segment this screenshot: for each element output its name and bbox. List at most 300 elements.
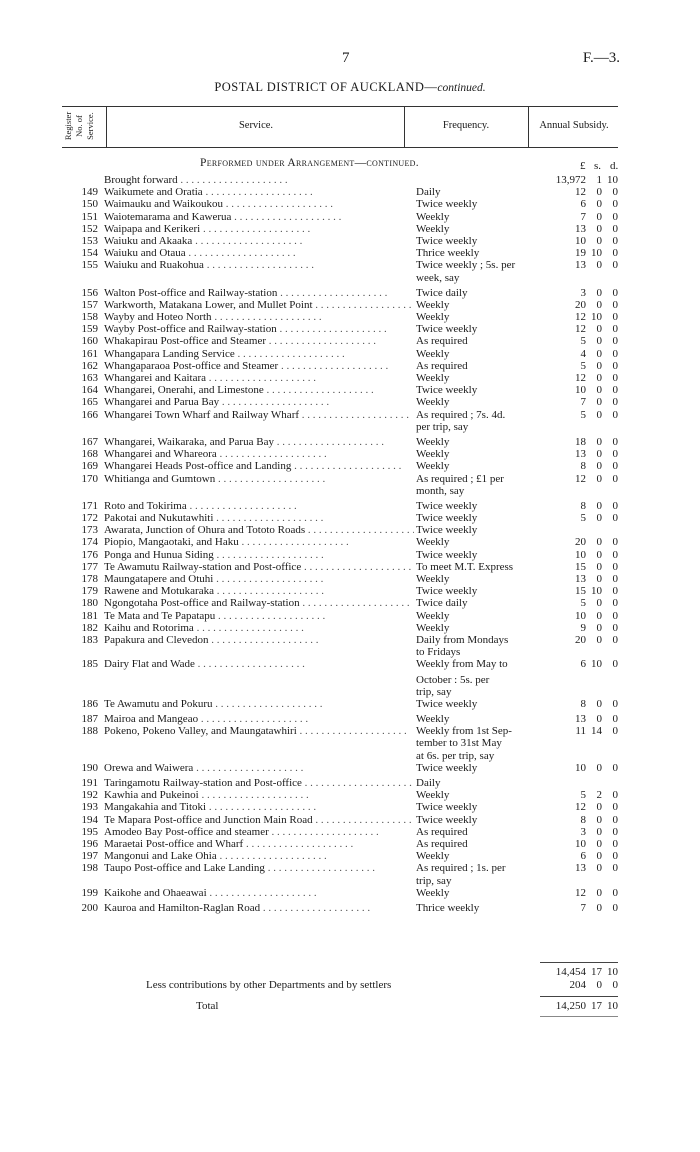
- table-row: [0, 485, 700, 497]
- service-number: 187: [81, 713, 98, 726]
- service-name: Waipapa and Kerikeri . .: [104, 223, 414, 235]
- service-number: 172: [81, 512, 98, 525]
- subsidy-shillings: 0: [596, 298, 602, 311]
- subsidy-shillings: 0: [596, 222, 602, 235]
- subsidy-pence: 0: [612, 789, 618, 802]
- table-row: [0, 549, 700, 561]
- subsidy-pence: 0: [612, 633, 618, 646]
- table-row: [0, 235, 700, 247]
- table-row: [0, 610, 700, 622]
- subsidy-pounds: 6: [580, 850, 586, 863]
- subsidy-pounds: 12: [575, 472, 586, 485]
- service-name: Whangarei, Onerahi, and Limestone . .: [104, 384, 414, 396]
- subsidy-shillings: 0: [596, 850, 602, 863]
- subsidy-shillings: 1: [596, 174, 602, 186]
- service-frequency: As required: [416, 825, 468, 838]
- service-name: Walton Post-office and Railway-station . .: [104, 287, 414, 299]
- subsidy-pence: 0: [612, 311, 618, 324]
- subsidy-pence: 0: [612, 323, 618, 336]
- table-row: [0, 902, 700, 914]
- service-number: 170: [81, 472, 98, 485]
- subsidy-pence: 0: [612, 886, 618, 899]
- register-label: Service.: [85, 112, 95, 140]
- service-frequency: trip, say: [416, 685, 452, 698]
- service-frequency: Twice weekly ; 5s. per: [416, 259, 516, 272]
- table-row: [0, 223, 700, 235]
- service-frequency: Twice daily: [416, 286, 468, 299]
- service-number: 174: [81, 536, 98, 549]
- service-frequency: Twice weekly: [416, 761, 478, 774]
- subsidy-shillings: 0: [596, 186, 602, 199]
- service-number: 199: [81, 886, 98, 899]
- subsidy-shillings: 0: [596, 597, 602, 610]
- service-name: Waiuku and Otaua . .: [104, 247, 414, 259]
- service-number: 154: [81, 247, 98, 260]
- table-row: [0, 323, 700, 335]
- table-row: [0, 573, 700, 585]
- table-row: [0, 421, 700, 433]
- subsidy-pounds: 13: [575, 862, 586, 875]
- subsidy-shillings: 10: [591, 311, 602, 324]
- subsidy-pounds: 10: [575, 761, 586, 774]
- service-number: 180: [81, 597, 98, 610]
- subsidy-pence: 10: [607, 174, 618, 186]
- subsidy-shillings: 0: [596, 536, 602, 549]
- service-name: Amodeo Bay Post-office and steamer . .: [104, 826, 414, 838]
- subsidy-pence: 0: [612, 725, 618, 738]
- table-row: [0, 634, 700, 646]
- subsidy-pounds: 11: [575, 725, 586, 738]
- service-number: 166: [81, 408, 98, 421]
- service-name: Whangarei and Kaitara . .: [104, 372, 414, 384]
- service-name: Whakapirau Post-office and Steamer . .: [104, 335, 414, 347]
- service-name: Ngongotaha Post-office and Railway-station . .: [104, 597, 414, 609]
- subsidy-shillings: 0: [596, 548, 602, 561]
- subsidy-shillings: 0: [596, 460, 602, 473]
- service-number: 165: [81, 396, 98, 409]
- subsidy-pence: 0: [612, 713, 618, 726]
- subsidy-shillings: 10: [591, 585, 602, 598]
- subsidy-pence: 0: [612, 621, 618, 634]
- service-frequency: Twice weekly: [416, 384, 478, 397]
- service-number: 157: [81, 298, 98, 311]
- service-number: 188: [81, 725, 98, 738]
- subsidy-pence: 0: [612, 512, 618, 525]
- table-row: [0, 436, 700, 448]
- table-row: [0, 850, 700, 862]
- subsidy-pence: 0: [612, 536, 618, 549]
- subsidy-shillings: 0: [596, 259, 602, 272]
- table-row: [0, 174, 700, 186]
- subsidy-pounds: 12: [575, 311, 586, 324]
- table-row: [0, 750, 700, 762]
- table-row: [0, 448, 700, 460]
- subsidy-pence: 0: [612, 186, 618, 199]
- subsidy-shillings: 0: [596, 801, 602, 814]
- service-frequency: Twice daily: [416, 597, 468, 610]
- service-frequency: October : 5s. per: [416, 673, 490, 686]
- subsidy-shillings: 0: [596, 862, 602, 875]
- register-label: No. of: [74, 115, 84, 137]
- service-number: 185: [81, 658, 98, 671]
- service-number: 149: [81, 186, 98, 199]
- pence-unit: d.: [610, 160, 619, 172]
- table-row: [0, 384, 700, 396]
- service-number: 194: [81, 813, 98, 826]
- service-number: 196: [81, 837, 98, 850]
- page-number: 7: [342, 50, 350, 66]
- service-name: Kaihu and Rotorima . .: [104, 622, 414, 634]
- subsidy-pounds: 13: [575, 448, 586, 461]
- subsidy-pence: 0: [612, 259, 618, 272]
- subsidy-pence: 0: [612, 359, 618, 372]
- subsidy-pence: 0: [612, 850, 618, 863]
- subsidy-pence: 0: [612, 298, 618, 311]
- header-divider: [404, 107, 405, 147]
- subsidy-pence: 0: [612, 448, 618, 461]
- subsidy-pence: 0: [612, 837, 618, 850]
- header-divider: [528, 107, 529, 147]
- less-pounds: 204: [569, 979, 586, 991]
- service-number: 183: [81, 633, 98, 646]
- subsidy-shillings: 0: [596, 234, 602, 247]
- service-number: 171: [81, 499, 98, 512]
- service-number: 197: [81, 850, 98, 863]
- service-name: Waimauku and Waikoukou . .: [104, 198, 414, 210]
- service-name: Ponga and Hunua Siding . .: [104, 549, 414, 561]
- service-frequency: Weekly: [416, 448, 450, 461]
- subsidy-pence: 0: [612, 384, 618, 397]
- table-row: [0, 372, 700, 384]
- service-name: Waiuku and Ruakohua . .: [104, 259, 414, 271]
- subsidy-pence: 0: [612, 335, 618, 348]
- subsidy-pence: 0: [612, 198, 618, 211]
- subsidy-shillings: 0: [596, 512, 602, 525]
- service-number: 161: [81, 347, 98, 360]
- service-frequency: Weekly: [416, 311, 450, 324]
- subsidy-pence: 0: [612, 247, 618, 260]
- subsidy-pence: 0: [612, 347, 618, 360]
- service-name: Waikumete and Oratia . .: [104, 186, 414, 198]
- subsidy-pence: 0: [612, 408, 618, 421]
- subsidy-shillings: 0: [596, 560, 602, 573]
- subsidy-pounds: 9: [580, 621, 586, 634]
- subsidy-shillings: 0: [596, 813, 602, 826]
- subsidy-shillings: 10: [591, 658, 602, 671]
- service-frequency: week, say: [416, 271, 460, 284]
- subsidy-pounds: 18: [575, 435, 586, 448]
- table-row: [0, 272, 700, 284]
- service-name: Whangarei Heads Post-office and Landing . .: [104, 460, 414, 472]
- service-frequency: Weekly: [416, 621, 450, 634]
- service-frequency: As required ; 1s. per: [416, 862, 506, 875]
- subsidy-pence: 0: [612, 560, 618, 573]
- service-frequency: Twice weekly: [416, 697, 478, 710]
- subsidy-pence: 0: [612, 222, 618, 235]
- service-frequency: Weekly: [416, 460, 450, 473]
- service-number: 198: [81, 862, 98, 875]
- service-frequency: As required: [416, 359, 468, 372]
- subsidy-shillings: 0: [596, 633, 602, 646]
- service-frequency: Weekly from May to: [416, 658, 508, 671]
- subsidy-pence: 0: [612, 234, 618, 247]
- subsidy-pounds: 5: [580, 597, 586, 610]
- service-frequency: Twice weekly: [416, 813, 478, 826]
- total-pence: 10: [607, 1000, 618, 1012]
- service-name: Whangarei and Parua Bay . .: [104, 396, 414, 408]
- service-number: 176: [81, 548, 98, 561]
- subsidy-pounds: 3: [580, 286, 586, 299]
- subsidy-pounds: 10: [575, 234, 586, 247]
- service-frequency: Twice weekly: [416, 198, 478, 211]
- service-number: 164: [81, 384, 98, 397]
- service-frequency: Weekly: [416, 713, 450, 726]
- table-row: [0, 597, 700, 609]
- table-row: [0, 801, 700, 813]
- service-frequency: Weekly: [416, 210, 450, 223]
- document-reference: F.—3.: [582, 50, 620, 66]
- service-number: 151: [81, 210, 98, 223]
- service-name: Roto and Tokirima . .: [104, 500, 414, 512]
- title-continued: continued.: [437, 82, 486, 94]
- service-frequency: Weekly: [416, 298, 450, 311]
- service-name: Kaikohe and Ohaeawai . .: [104, 887, 414, 899]
- service-frequency: Weekly: [416, 435, 450, 448]
- subsidy-shillings: 0: [596, 323, 602, 336]
- subsidy-shillings: 0: [596, 372, 602, 384]
- service-number: 193: [81, 801, 98, 814]
- subsidy-pounds: 13: [575, 259, 586, 272]
- table-row: [0, 585, 700, 597]
- service-number: 155: [81, 259, 98, 272]
- subsidy-shillings: 0: [596, 609, 602, 622]
- table-row: [0, 536, 700, 548]
- service-name: Piopio, Mangaotaki, and Haku . .: [104, 536, 414, 548]
- service-number: 167: [81, 435, 98, 448]
- service-frequency: Twice weekly: [416, 512, 478, 525]
- service-name: Mangakahia and Titoki . .: [104, 801, 414, 813]
- subsidy-shillings: 2: [596, 789, 602, 802]
- service-name: Dairy Flat and Wade . .: [104, 658, 414, 670]
- service-number: 186: [81, 697, 98, 710]
- subsidy-shillings: 0: [596, 210, 602, 223]
- table-row: [0, 862, 700, 874]
- less-shillings: 0: [596, 979, 602, 991]
- table-row: [0, 789, 700, 801]
- service-name: Mangonui and Lake Ohia . .: [104, 850, 414, 862]
- subsidy-pence: 0: [612, 801, 618, 814]
- table-row: [0, 335, 700, 347]
- service-number: 177: [81, 560, 98, 573]
- service-frequency: As required: [416, 335, 468, 348]
- table-row: [0, 198, 700, 210]
- service-number: 191: [81, 777, 98, 789]
- subsidy-pence: 0: [612, 609, 618, 622]
- subsidy-pence: 0: [612, 435, 618, 448]
- subsidy-pounds: 8: [580, 460, 586, 473]
- service-frequency: Weekly: [416, 886, 450, 899]
- service-frequency: at 6s. per trip, say: [416, 749, 495, 762]
- service-name: Taringamotu Railway-station and Post-office . .: [104, 777, 414, 789]
- subsidy-pounds: 13: [575, 222, 586, 235]
- subsidy-pounds: 8: [580, 697, 586, 710]
- service-number: 178: [81, 573, 98, 585]
- table-row: [0, 396, 700, 408]
- service-name: Whangapara Landing Service . .: [104, 348, 414, 360]
- table-row: [0, 287, 700, 299]
- pounds-unit: £: [580, 160, 586, 172]
- service-name: Te Awamutu and Pokuru . .: [104, 698, 414, 710]
- header-divider: [106, 107, 107, 147]
- service-frequency: Weekly: [416, 536, 450, 549]
- service-number: 200: [81, 901, 98, 914]
- total-shillings: 17: [591, 1000, 602, 1012]
- subsidy-pounds: 4: [580, 347, 586, 360]
- service-number: 168: [81, 448, 98, 461]
- subsidy-pounds: 5: [580, 408, 586, 421]
- subsidy-shillings: 0: [596, 697, 602, 710]
- table-row: [0, 674, 700, 686]
- subsidy-pence: 0: [612, 761, 618, 774]
- service-name: Kauroa and Hamilton-Raglan Road . .: [104, 902, 414, 914]
- service-frequency: To meet M.T. Express: [416, 560, 514, 573]
- subsidy-shillings: 0: [596, 886, 602, 899]
- subsidy-pence: 0: [612, 585, 618, 598]
- subsidy-pounds: 12: [575, 886, 586, 899]
- service-name: Rawene and Motukaraka . .: [104, 585, 414, 597]
- subsidy-pounds: 20: [575, 633, 586, 646]
- subsidy-pounds: 5: [580, 789, 586, 802]
- subsidy-pounds: 13,972: [555, 174, 586, 186]
- subsidy-shillings: 14: [591, 725, 602, 738]
- table-row: [0, 698, 700, 710]
- subsidy-shillings: 0: [596, 396, 602, 409]
- page-title: [0, 80, 700, 95]
- table-row: [0, 561, 700, 573]
- table-row: [0, 713, 700, 725]
- service-frequency: Thrice weekly: [416, 901, 480, 914]
- service-name: Pakotai and Nukutawhiti . .: [104, 512, 414, 524]
- service-name: Taupo Post-office and Lake Landing . .: [104, 862, 414, 874]
- service-name: Te Mata and Te Papatapu . .: [104, 610, 414, 622]
- subsidy-pence: 0: [612, 372, 618, 384]
- service-name: Maraetai Post-office and Wharf . .: [104, 838, 414, 850]
- subsidy-pounds: 10: [575, 837, 586, 850]
- service-number: 160: [81, 335, 98, 348]
- subsidy-pounds: 10: [575, 609, 586, 622]
- subsidy-shillings: 0: [596, 761, 602, 774]
- service-frequency: Twice weekly: [416, 499, 478, 512]
- subtotal-pounds: 14,454: [555, 966, 586, 978]
- table-row: [0, 686, 700, 698]
- subsidy-pence: 0: [612, 813, 618, 826]
- service-frequency: Weekly: [416, 573, 450, 585]
- service-frequency: per trip, say: [416, 420, 469, 433]
- subsidy-pounds: 10: [575, 548, 586, 561]
- subsidy-pounds: 20: [575, 536, 586, 549]
- subsidy-shillings: 0: [596, 435, 602, 448]
- service-frequency: Twice weekly: [416, 801, 478, 814]
- subsidy-pounds: 12: [575, 372, 586, 384]
- service-number: 169: [81, 460, 98, 473]
- subtotal-pence: 10: [607, 966, 618, 978]
- table-row: [0, 777, 700, 789]
- subsidy-pence: 0: [612, 396, 618, 409]
- subsidy-pounds: 13: [575, 713, 586, 726]
- table-row: [0, 311, 700, 323]
- service-number: 173: [81, 524, 98, 537]
- frequency-column-header: Frequency.: [442, 120, 490, 131]
- subsidy-shillings: 10: [591, 247, 602, 260]
- service-frequency: Weekly: [416, 347, 450, 360]
- table-row: [0, 360, 700, 372]
- table-row: [0, 826, 700, 838]
- service-frequency: trip, say: [416, 874, 452, 887]
- service-name: Whangarei Town Wharf and Railway Wharf . .: [104, 409, 414, 421]
- service-number: 195: [81, 825, 98, 838]
- subsidy-pounds: 20: [575, 298, 586, 311]
- service-name: Kawhia and Pukeinoi . .: [104, 789, 414, 801]
- subsidy-pence: 0: [612, 658, 618, 671]
- service-frequency: Twice weekly: [416, 323, 478, 336]
- service-name: Awarata, Junction of Ohura and Tototo Roads . .: [104, 524, 414, 536]
- table-row: [0, 473, 700, 485]
- subsidy-shillings: 0: [596, 472, 602, 485]
- table-row: [0, 887, 700, 899]
- service-frequency: tember to 31st May: [416, 737, 502, 750]
- subsidy-shillings: 0: [596, 837, 602, 850]
- table-row: [0, 247, 700, 259]
- service-name: Te Awamutu Railway-station and Post-office . .: [104, 561, 414, 573]
- service-frequency: Twice weekly: [416, 548, 478, 561]
- service-frequency: Weekly: [416, 850, 450, 863]
- total-label: Total: [196, 1000, 219, 1012]
- service-number: 162: [81, 359, 98, 372]
- subsidy-pounds: 7: [580, 396, 586, 409]
- table-row: [0, 211, 700, 223]
- service-number: 159: [81, 323, 98, 336]
- section-subheading: Performed under Arrangement—continued.: [200, 157, 419, 169]
- subsidy-pence: 0: [612, 499, 618, 512]
- subsidy-pence: 0: [612, 472, 618, 485]
- subtotal-rule: [540, 962, 618, 963]
- subsidy-pounds: 8: [580, 813, 586, 826]
- service-frequency: month, say: [416, 484, 465, 497]
- subsidy-pounds: 15: [575, 585, 586, 598]
- total-pounds: 14,250: [555, 1000, 586, 1012]
- service-frequency: to Fridays: [416, 646, 461, 659]
- service-name: Whangaparaoa Post-office and Steamer . .: [104, 360, 414, 372]
- subsidy-pounds: 12: [575, 323, 586, 336]
- subsidy-pounds: 3: [580, 825, 586, 838]
- service-frequency: Weekly: [416, 396, 450, 409]
- service-frequency: As required: [416, 837, 468, 850]
- subtotal-shillings: 17: [591, 966, 602, 978]
- service-number: 182: [81, 621, 98, 634]
- table-row: [0, 814, 700, 826]
- subsidy-shillings: 0: [596, 901, 602, 914]
- service-name: Waiuku and Akaaka . .: [104, 235, 414, 247]
- service-frequency: Weekly: [416, 789, 450, 802]
- service-name: Waiotemarama and Kawerua . .: [104, 211, 414, 223]
- subsidy-pounds: 7: [580, 901, 586, 914]
- subsidy-pence: 0: [612, 825, 618, 838]
- table-row: [0, 762, 700, 774]
- service-name: Maungatapere and Otuhi . .: [104, 573, 414, 585]
- subsidy-shillings: 0: [596, 825, 602, 838]
- service-number: 163: [81, 372, 98, 384]
- service-number: 179: [81, 585, 98, 598]
